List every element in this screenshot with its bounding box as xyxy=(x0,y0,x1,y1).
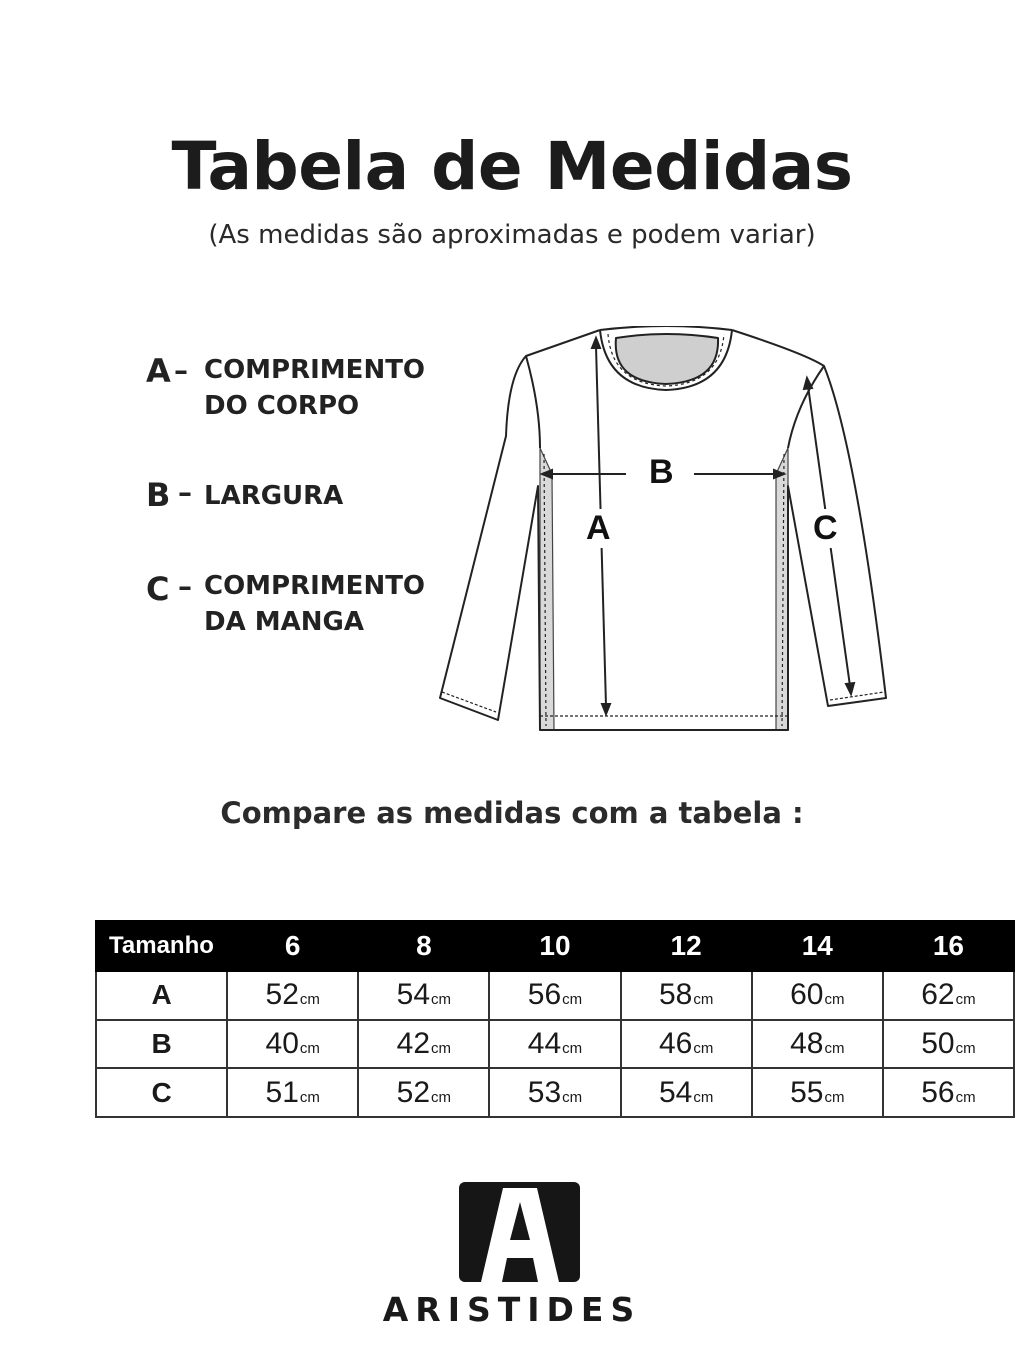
legend-dash: – xyxy=(178,570,192,603)
measure-unit: cm xyxy=(955,991,976,1009)
legend-letter: B xyxy=(146,476,171,514)
measure-unit: cm xyxy=(299,1039,320,1057)
measure-unit: cm xyxy=(693,1039,714,1057)
measure-value: 54 xyxy=(396,978,431,1012)
measure-cell xyxy=(489,1068,620,1117)
measure-cell xyxy=(358,1068,489,1117)
measure-cell xyxy=(358,971,489,1020)
measure-value: 55 xyxy=(790,1075,824,1109)
measure-cell xyxy=(752,971,883,1020)
measure-unit: cm xyxy=(431,1088,452,1106)
measure-cell xyxy=(358,1020,489,1069)
measure-value: 44 xyxy=(527,1026,562,1060)
legend-line-2: DO CORPO xyxy=(204,391,360,421)
measure-cell xyxy=(883,1020,1014,1069)
diagram-label-a: A xyxy=(583,509,614,548)
brand-logo-icon xyxy=(459,1182,580,1282)
measure-cell xyxy=(752,1068,883,1117)
measure-unit: cm xyxy=(824,1039,845,1057)
measure-unit: cm xyxy=(824,1088,845,1106)
table-row xyxy=(96,971,1014,1020)
measure-cell xyxy=(752,1020,883,1069)
measure-unit: cm xyxy=(431,991,452,1009)
measure-unit: cm xyxy=(693,1088,714,1106)
size-column-header: 14 xyxy=(752,921,883,971)
table-row xyxy=(96,1068,1014,1117)
compare-instruction: Compare as medidas com a tabela : xyxy=(220,796,804,830)
size-table xyxy=(95,920,1015,1118)
measure-value: 51 xyxy=(265,1075,299,1109)
legend-description xyxy=(204,478,343,514)
measure-value: 56 xyxy=(527,978,562,1012)
measure-unit: cm xyxy=(955,1088,976,1106)
legend-line-1: COMPRIMENTO xyxy=(204,355,426,385)
legend-description xyxy=(204,568,425,640)
measure-value: 58 xyxy=(658,978,693,1012)
size-column-header: 8 xyxy=(358,921,489,971)
measure-cell xyxy=(621,1020,752,1069)
measure-value: 40 xyxy=(265,1026,299,1060)
measure-value: 62 xyxy=(921,978,955,1012)
measure-value: 42 xyxy=(396,1026,431,1060)
legend-line-2: DA MANGA xyxy=(204,607,364,637)
measure-cell xyxy=(621,1068,752,1117)
measure-unit: cm xyxy=(824,991,845,1009)
page-subtitle: (As medidas são aproximadas e podem variar) xyxy=(208,220,816,250)
measure-value: 60 xyxy=(790,978,824,1012)
size-header-label: Tamanho xyxy=(96,921,227,971)
measure-unit: cm xyxy=(431,1039,452,1057)
row-label: A xyxy=(96,971,227,1020)
size-table-header-row xyxy=(96,921,1014,971)
measure-value: 52 xyxy=(396,1075,431,1109)
measure-value: 56 xyxy=(921,1075,955,1109)
measure-unit: cm xyxy=(693,991,714,1009)
measure-cell xyxy=(883,971,1014,1020)
size-column-header: 10 xyxy=(489,921,620,971)
measure-cell xyxy=(227,1068,358,1117)
measure-cell xyxy=(227,971,358,1020)
measure-unit: cm xyxy=(299,991,320,1009)
measure-value: 52 xyxy=(265,978,299,1012)
size-column-header: 16 xyxy=(883,921,1014,971)
measure-unit: cm xyxy=(562,1088,583,1106)
legend-dash: – xyxy=(178,476,192,509)
table-row xyxy=(96,1020,1014,1069)
measure-value: 53 xyxy=(527,1075,562,1109)
measure-cell xyxy=(489,971,620,1020)
measure-unit: cm xyxy=(955,1039,976,1057)
measure-cell xyxy=(883,1068,1014,1117)
diagram-label-c: C xyxy=(810,509,841,548)
measure-cell xyxy=(489,1020,620,1069)
legend-letter: A xyxy=(146,352,171,390)
measure-value: 48 xyxy=(790,1026,824,1060)
legend-dash: – xyxy=(174,354,188,387)
brand-name: ARISTIDES xyxy=(382,1290,642,1329)
legend-description xyxy=(204,352,425,424)
row-label: C xyxy=(96,1068,227,1117)
measure-cell xyxy=(621,971,752,1020)
measure-value: 54 xyxy=(658,1075,693,1109)
size-column-header: 12 xyxy=(621,921,752,971)
size-column-header: 6 xyxy=(227,921,358,971)
legend-letter: C xyxy=(146,570,170,608)
measure-cell xyxy=(227,1020,358,1069)
row-label: B xyxy=(96,1020,227,1069)
legend-line-1: LARGURA xyxy=(204,481,344,511)
diagram-label-b: B xyxy=(646,453,677,492)
legend-line-1: COMPRIMENTO xyxy=(204,571,426,601)
page-title: Tabela de Medidas xyxy=(171,128,853,205)
measure-unit: cm xyxy=(299,1088,320,1106)
measure-value: 50 xyxy=(921,1026,955,1060)
measure-value: 46 xyxy=(658,1026,693,1060)
measure-unit: cm xyxy=(562,1039,583,1057)
measure-unit: cm xyxy=(562,991,583,1009)
